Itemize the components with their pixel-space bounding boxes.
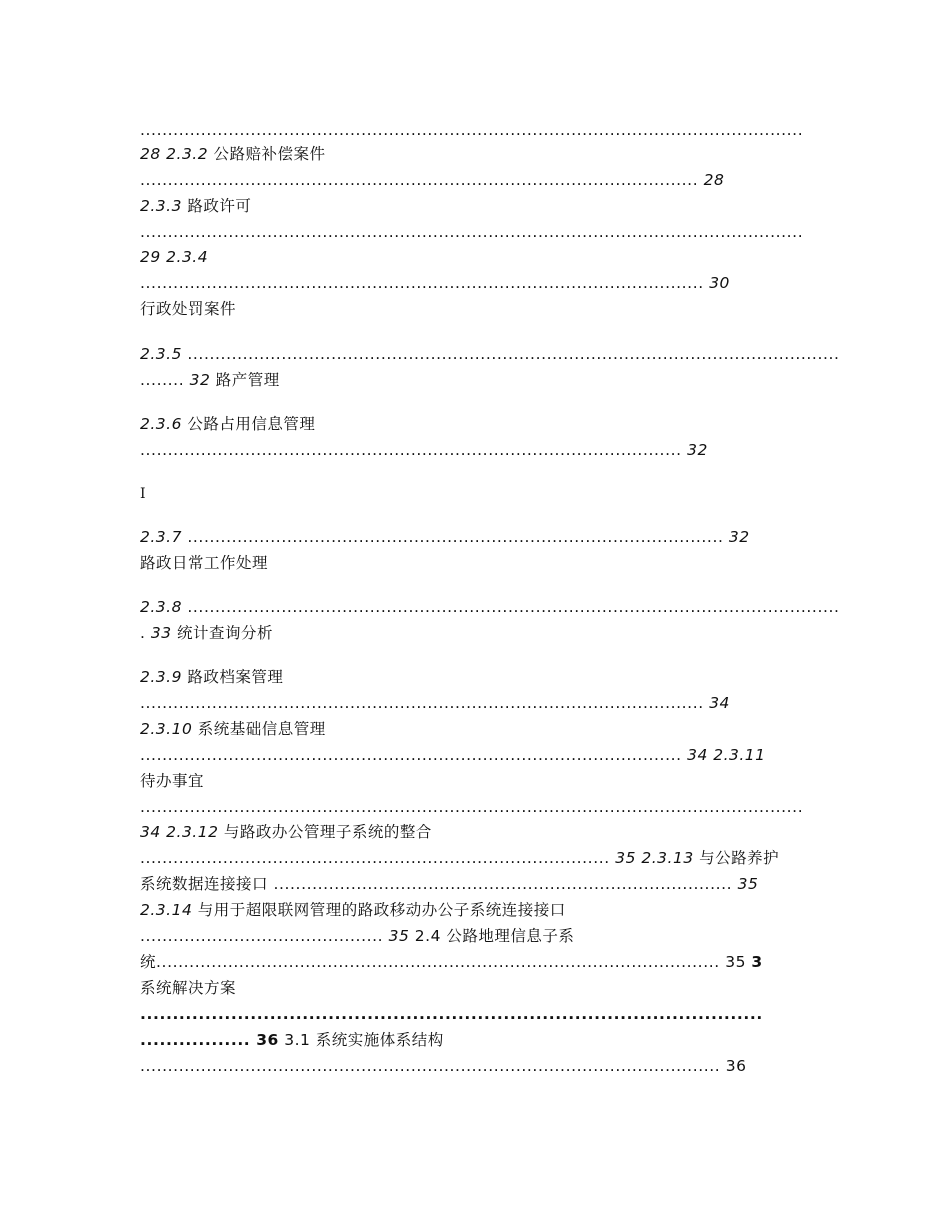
toc-line-3: ..................................................................................................... 28 bbox=[140, 171, 725, 189]
toc-line-30: ................................................................................................ bbox=[140, 1005, 763, 1023]
toc-line-29: 系统解决方案 bbox=[140, 979, 237, 997]
toc-line-14: 路政日常工作处理 bbox=[140, 554, 269, 572]
toc-line-25: 系统数据连接接口 ................................................................................... 35 bbox=[140, 875, 759, 893]
toc-line-6: 29 2.3.4 bbox=[140, 248, 209, 266]
toc-line-2: 28 2.3.2 公路赔补偿案件 bbox=[140, 145, 326, 163]
toc-line-11: 2.3.6 公路占用信息管理 bbox=[140, 415, 316, 433]
toc-line-1: ........................................................................................................................ bbox=[140, 121, 804, 139]
toc-line-12: .................................................................................................. 32 bbox=[140, 441, 708, 459]
toc-line-17: 2.3.9 路政档案管理 bbox=[140, 668, 284, 686]
toc-line-4: 2.3.3 路政许可 bbox=[140, 197, 252, 215]
toc-line-32: ......................................................................................................... 36 bbox=[140, 1057, 747, 1075]
toc-line-7: ...................................................................................................... 30 bbox=[140, 274, 730, 292]
toc-line-9: 2.3.5 ...................................................................................................................... bbox=[140, 345, 840, 363]
toc-line-16: . 33 统计查询分析 bbox=[140, 624, 274, 642]
toc-line-19: 2.3.10 系统基础信息管理 bbox=[140, 720, 326, 738]
toc-line-26: 2.3.14 与用于超限联网管理的路政移动办公子系统连接接口 bbox=[140, 901, 566, 919]
toc-line-18: ...................................................................................................... 34 bbox=[140, 694, 730, 712]
toc-line-8: 行政处罚案件 bbox=[140, 300, 237, 318]
toc-line-27: ............................................ 35 2.4 公路地理信息子系 bbox=[140, 927, 575, 945]
toc-line-13: 2.3.7 ................................................................................................. 32 bbox=[140, 528, 750, 546]
toc-line-20: .................................................................................................. 34 2.3.11 bbox=[140, 746, 766, 764]
toc-line-23: 34 2.3.12 与路政办公管理子系统的整合 bbox=[140, 823, 432, 841]
toc-line-31: ................. 36 3.1 系统实施体系结构 bbox=[140, 1031, 444, 1049]
toc-line-15: 2.3.8 ...................................................................................................................... bbox=[140, 598, 840, 616]
toc-line-21: 待办事宜 bbox=[140, 772, 205, 790]
page-number: I bbox=[140, 486, 147, 502]
toc-line-24: ..................................................................................... 35 2.3.13 与公路养护 bbox=[140, 849, 780, 867]
toc-line-5: ........................................................................................................................ bbox=[140, 223, 804, 241]
toc-line-28: 统...................................................................................................... 35 3 bbox=[140, 953, 763, 971]
toc-line-10: ........ 32 路产管理 bbox=[140, 371, 280, 389]
toc-line-22: ........................................................................................................................ bbox=[140, 798, 804, 816]
